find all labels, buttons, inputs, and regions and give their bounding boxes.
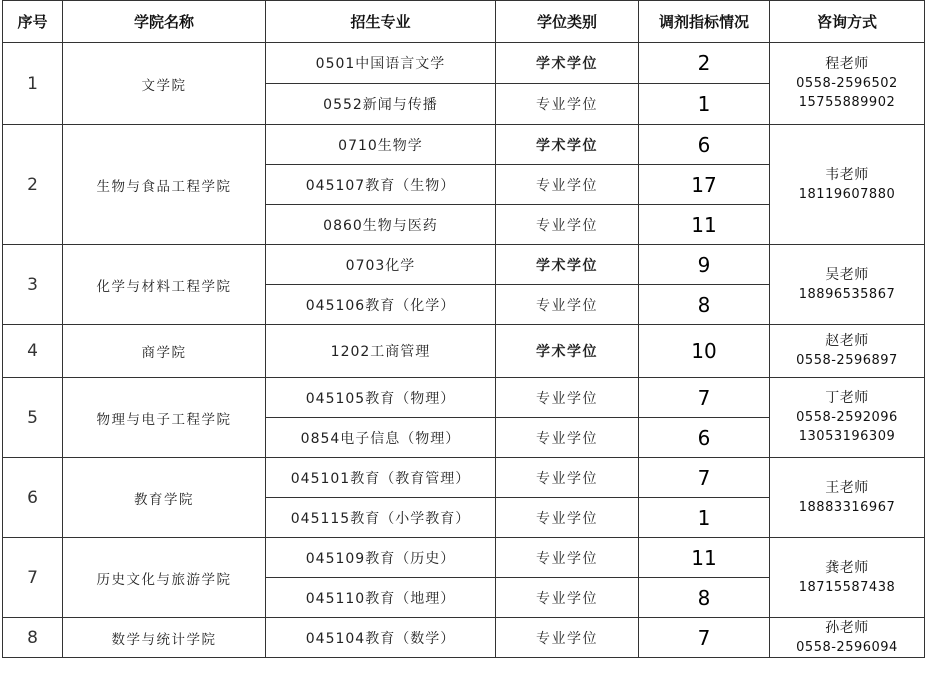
major-cell: 045110教育（地理） <box>266 578 496 618</box>
contact-phone: 18715587438 <box>798 579 896 595</box>
college-cell: 数学与统计学院 <box>63 618 266 658</box>
quota-cell: 7 <box>639 618 770 658</box>
contact-cell <box>770 325 925 378</box>
contact-phone: 0558-2592096 <box>796 410 898 425</box>
quota-cell: 6 <box>639 125 770 165</box>
degree-type-cell: 专业学位 <box>496 285 639 325</box>
degree-type-cell: 学术学位 <box>496 125 639 165</box>
major-cell: 045104教育（数学） <box>266 618 496 658</box>
contact-cell <box>770 618 925 658</box>
contact-name: 赵老师 <box>825 333 869 349</box>
contact-phone-secondary: 13053196309 <box>798 429 896 444</box>
degree-type-cell: 学术学位 <box>496 245 639 285</box>
degree-type-cell: 专业学位 <box>496 205 639 245</box>
major-cell: 0710生物学 <box>266 125 496 165</box>
major-cell: 0703化学 <box>266 245 496 285</box>
header-seq: 序号 <box>3 1 63 43</box>
table-row <box>3 125 925 165</box>
adjustment-quota-table <box>2 0 925 658</box>
seq-cell: 6 <box>3 458 63 538</box>
contact-phone: 0558-2596897 <box>796 353 898 368</box>
seq-cell: 5 <box>3 378 63 458</box>
table-row <box>3 325 925 378</box>
quota-cell: 17 <box>639 165 770 205</box>
header-college: 学院名称 <box>63 1 266 43</box>
contact-cell <box>770 378 925 458</box>
quota-cell: 7 <box>639 378 770 418</box>
header-major: 招生专业 <box>266 1 496 43</box>
degree-type-cell: 专业学位 <box>496 618 639 658</box>
table-row <box>3 43 925 84</box>
contact-name: 程老师 <box>825 56 869 72</box>
header-row <box>3 1 925 43</box>
contact-phone: 0558-2596094 <box>796 639 898 655</box>
quota-cell: 2 <box>639 43 770 84</box>
major-cell: 045109教育（历史） <box>266 538 496 578</box>
header-contact: 咨询方式 <box>770 1 925 43</box>
contact-name: 吴老师 <box>825 266 869 283</box>
quota-cell: 8 <box>639 285 770 325</box>
seq-cell: 8 <box>3 618 63 658</box>
table-row <box>3 458 925 498</box>
degree-type-cell: 专业学位 <box>496 578 639 618</box>
contact-cell <box>770 125 925 245</box>
table-body <box>3 43 925 658</box>
quota-cell: 6 <box>639 418 770 458</box>
quota-cell: 1 <box>639 84 770 125</box>
quota-cell: 10 <box>639 325 770 378</box>
college-cell: 生物与食品工程学院 <box>63 125 266 245</box>
degree-type-cell: 专业学位 <box>496 165 639 205</box>
major-cell: 045106教育（化学） <box>266 285 496 325</box>
seq-cell: 3 <box>3 245 63 325</box>
degree-type-cell: 专业学位 <box>496 458 639 498</box>
major-cell: 045105教育（物理） <box>266 378 496 418</box>
major-cell: 0860生物与医药 <box>266 205 496 245</box>
degree-type-cell: 学术学位 <box>496 325 639 378</box>
quota-cell: 11 <box>639 538 770 578</box>
major-cell: 045115教育（小学教育） <box>266 498 496 538</box>
header-quota: 调剂指标情况 <box>639 1 770 43</box>
degree-type-cell: 专业学位 <box>496 538 639 578</box>
contact-name: 孙老师 <box>825 619 869 636</box>
quota-cell: 7 <box>639 458 770 498</box>
college-cell: 物理与电子工程学院 <box>63 378 266 458</box>
contact-name: 龚老师 <box>825 559 869 576</box>
contact-name: 韦老师 <box>825 166 869 183</box>
table-row <box>3 245 925 285</box>
degree-type-cell: 专业学位 <box>496 418 639 458</box>
header-degree-type: 学位类别 <box>496 1 639 43</box>
table-row <box>3 618 925 658</box>
table-row <box>3 378 925 418</box>
college-cell: 文学院 <box>63 43 266 125</box>
seq-cell: 4 <box>3 325 63 378</box>
seq-cell: 2 <box>3 125 63 245</box>
table-row <box>3 538 925 578</box>
college-cell: 商学院 <box>63 325 266 378</box>
major-cell: 0854电子信息（物理） <box>266 418 496 458</box>
college-cell: 历史文化与旅游学院 <box>63 538 266 618</box>
degree-type-cell: 学术学位 <box>496 43 639 84</box>
contact-cell <box>770 458 925 538</box>
major-cell: 0501中国语言文学 <box>266 43 496 84</box>
contact-name: 丁老师 <box>825 390 869 406</box>
quota-cell: 8 <box>639 578 770 618</box>
major-cell: 045101教育（教育管理） <box>266 458 496 498</box>
contact-cell <box>770 43 925 125</box>
college-cell: 教育学院 <box>63 458 266 538</box>
seq-cell: 7 <box>3 538 63 618</box>
contact-phone-secondary: 15755889902 <box>798 95 896 110</box>
major-cell: 045107教育（生物） <box>266 165 496 205</box>
contact-phone: 18119607880 <box>798 186 896 202</box>
contact-cell <box>770 538 925 618</box>
college-cell: 化学与材料工程学院 <box>63 245 266 325</box>
degree-type-cell: 专业学位 <box>496 84 639 125</box>
seq-cell: 1 <box>3 43 63 125</box>
major-cell: 0552新闻与传播 <box>266 84 496 125</box>
major-cell: 1202工商管理 <box>266 325 496 378</box>
contact-phone: 18883316967 <box>798 499 896 515</box>
quota-cell: 9 <box>639 245 770 285</box>
contact-cell <box>770 245 925 325</box>
contact-name: 王老师 <box>825 479 869 496</box>
contact-phone: 0558-2596502 <box>796 76 898 91</box>
degree-type-cell: 专业学位 <box>496 378 639 418</box>
quota-cell: 1 <box>639 498 770 538</box>
degree-type-cell: 专业学位 <box>496 498 639 538</box>
quota-cell: 11 <box>639 205 770 245</box>
contact-phone: 18896535867 <box>798 286 896 302</box>
